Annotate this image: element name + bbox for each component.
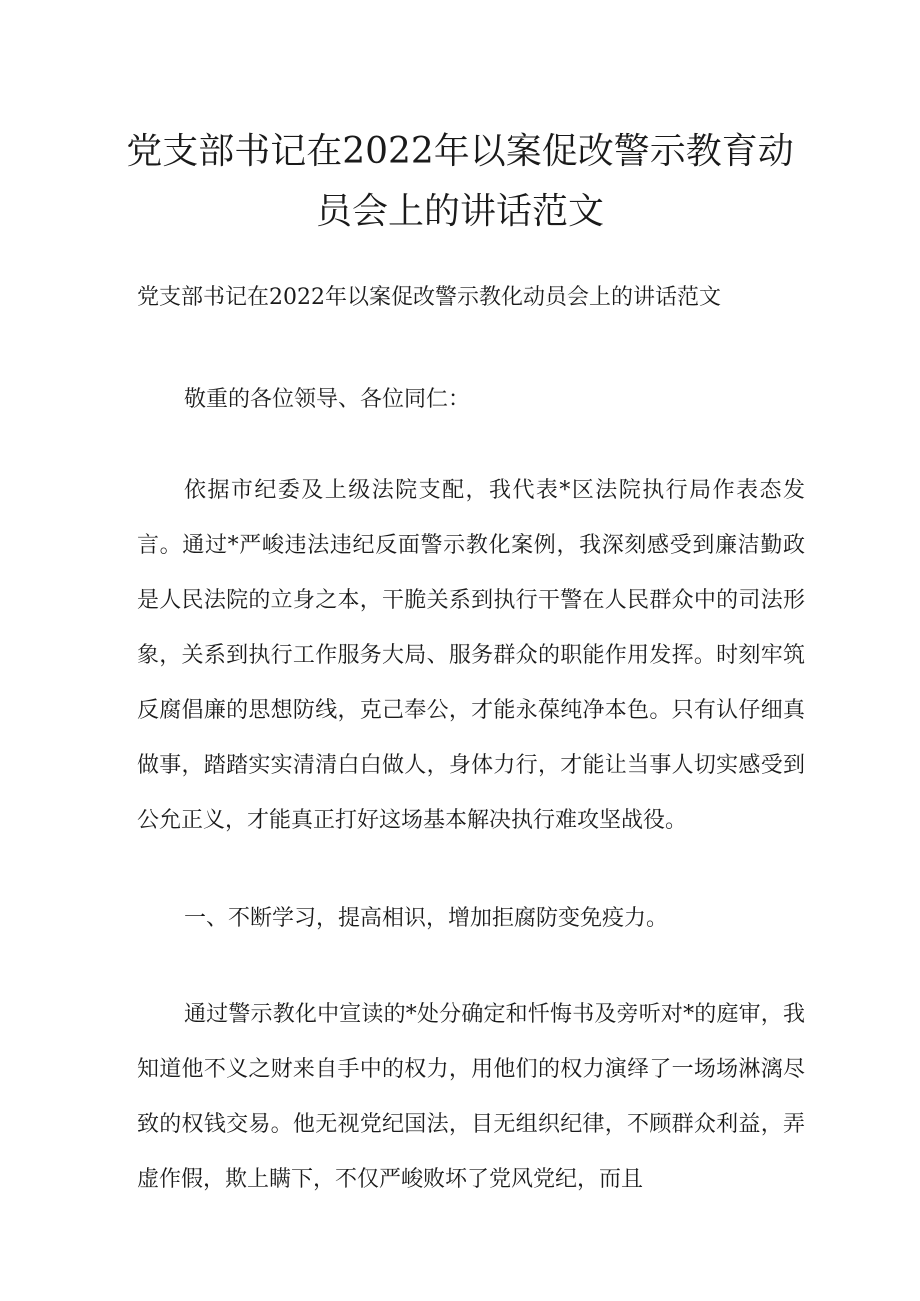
document-subtitle: 党支部书记在2022年以案促改警示教化动员会上的讲话范文 xyxy=(137,285,721,310)
salutation: 敬重的各位领导、各位同仁： xyxy=(184,387,471,412)
document-title-line-2: 员会上的讲话范文 xyxy=(315,191,604,232)
document-title-line-1: 党支部书记在2022年以案促改警示教育动 xyxy=(126,131,794,172)
section-heading-1: 一、不断学习，提高相识，增加拒腐防变免疫力。 xyxy=(184,906,669,931)
body-paragraph-2: 通过警示教化中宣读的*处分确定和忏悔书及旁听对*的庭审，我知道他不义之财来自手中的权力，用他们的权力演绎了一场场淋漓尽致的权钱交易。他无视党纪国法，目无组织纪律，不顾群众利益，弄虚作假，欺上瞒下，不仅严峻败坏了党风党纪，而且 xyxy=(137,1002,805,1192)
body-paragraph-1: 依据市纪委及上级法院支配，我代表*区法院执行局作表态发言。通过*严峻违法违纪反面警示教化案例，我深刻感受到廉洁勤政是人民法院的立身之本，干脆关系到执行干警在人民群众中的司法形象，关系到执行工作服务大局、服务群众的职能作用发挥。时刻牢筑反腐倡廉的思想防线，克己奉公，才能永葆纯净本色。只有认仔细真做事，踏踏实实清清白白做人，身体力行，才能让当事人切实感受到公允正义，才能真正打好这场基本解决执行难攻坚战役。 xyxy=(137,478,805,833)
